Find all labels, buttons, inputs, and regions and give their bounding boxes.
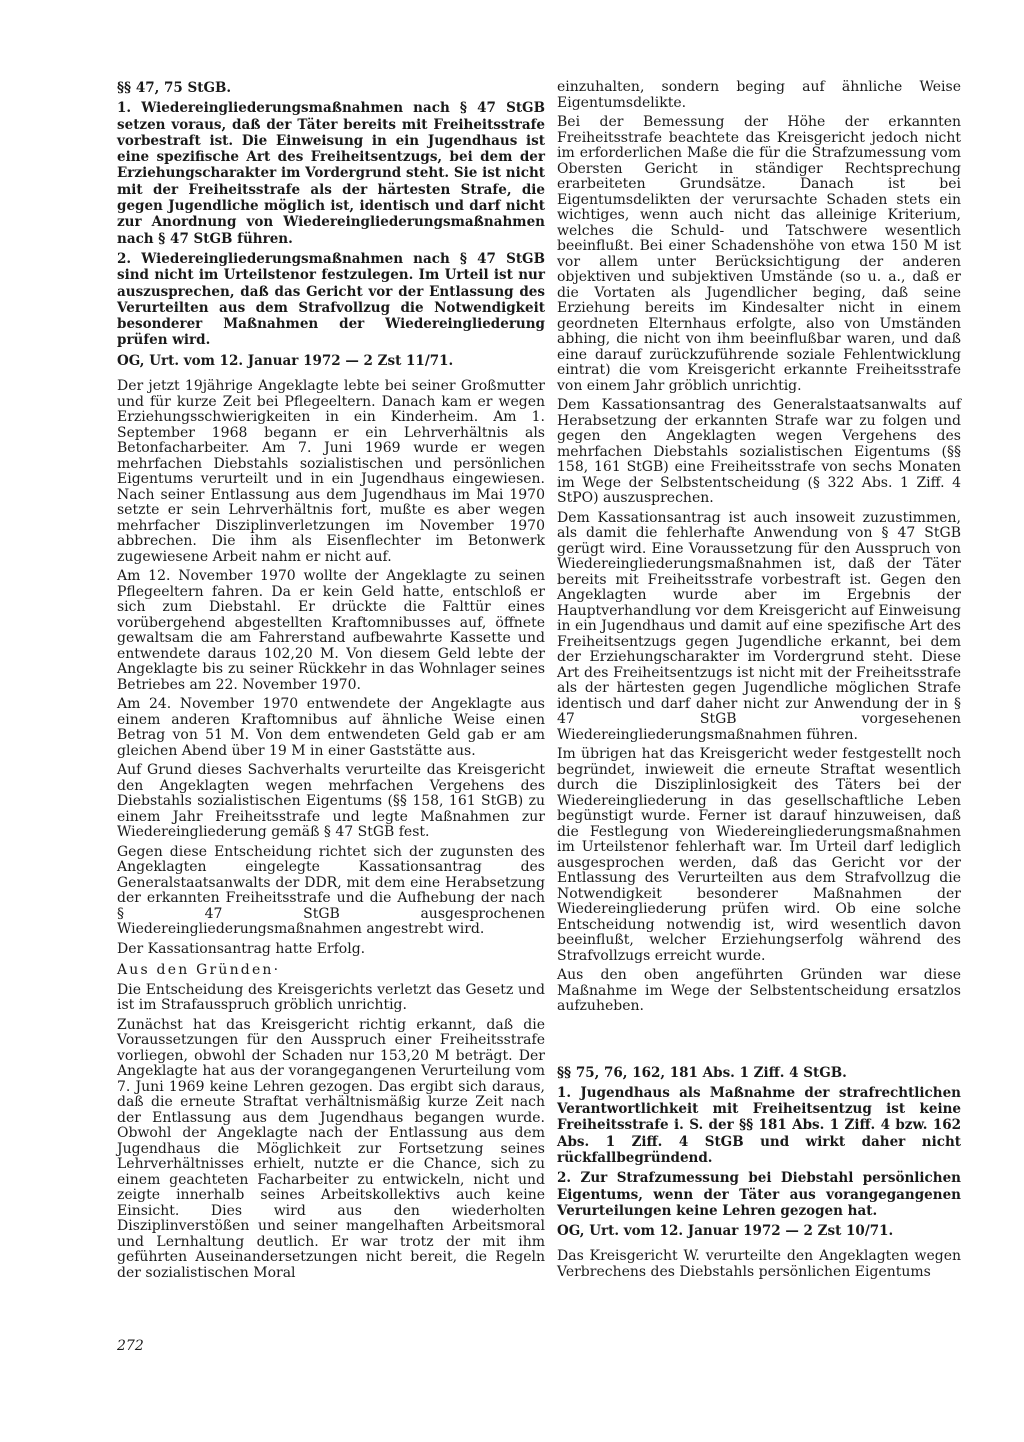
body-paragraph: einzuhalten, sondern beging auf ähnliche Weise Eigentumsdelikte. <box>557 79 961 111</box>
ruling-law-reference: §§ 47, 75 StGB. <box>117 80 232 96</box>
body-paragraph: Am 12. November 1970 wollte der Angeklagte zu seinen Pflegeeltern fahren. Da er kein Geld hatte, entschloß er sich zum Diebstahl. Er drückte die Falttür eines vorübergehend abgestellten Kraftomnibusses auf, öffnete gewaltsam die am Fahrerstand aufbewahrte Kassette und entwendete daraus 102,20 M. Von diesem Geld lebte der Angeklagte bis zu seiner Rückkehr in das Wohnlager seines Betriebes am 22. November 1970. <box>117 568 545 693</box>
page-number: 272 <box>117 1338 144 1354</box>
body-paragraph: Im übrigen hat das Kreisgericht weder festgestellt noch begründet, inwieweit die erneute Straftat wesentlich durch die Disziplinlosigkeit des Täters bei der Wiedereingliederung in das gesellschaftliche Leben begünstigt wurde. Ferner ist darauf hinzuweisen, daß die Festlegung von Wiedereingliederungsmaßnahmen im Urteilstenor fehlerhaft war. Im Urteil darf lediglich ausgesprochen werden, daß das Gericht vor der Entlassung des Verurteilten aus dem Strafvollzug die Notwendigkeit besonderer Maßnahmen der Wiedereingliederung prüfen wird. Ob eine solche Entscheidung notwendig ist, wird wesentlich davon beeinflußt, welcher Erziehungserfolg während des Strafvollzugs erreicht wurde. <box>557 746 961 964</box>
body-paragraph: Das Kreisgericht W. verurteilte den Angeklagten wegen Verbrechens des Diebstahls persönlichen Eigentums <box>557 1248 961 1280</box>
left-column <box>117 80 545 1285</box>
ruling-law-reference: §§ 75, 76, 162, 181 Abs. 1 Ziff. 4 StGB. <box>557 1064 847 1081</box>
body-paragraph: Aus den oben angeführten Gründen war diese Maßnahme im Wege der Selbstentscheidung ersatzlos aufzuheben. <box>557 967 961 1014</box>
body-paragraph: Der Kassationsantrag hatte Erfolg. <box>117 940 366 957</box>
ruling-point-2: 2. Wiedereingliederungsmaßnahmen nach § 47 StGB sind nicht im Urteilstenor festzulegen. Im Urteil ist nur auszusprechen, daß das Gericht vor der Entlassung des Verurteilten aus dem Strafvollzug die Notwendigkeit besonderer Maßnahmen der Wiedereingliederung prüfen wird. <box>117 250 545 349</box>
body-paragraph: Der jetzt 19jährige Angeklagte lebte bei seiner Großmutter und für kurze Zeit bei Pflegeeltern. Danach kam er wegen Erziehungsschwierigkeiten in ein Kinderheim. Am 1. September 1968 begann er ein Lehrverhältnis als Betonfacharbeiter. Am 7. Juni 1969 wurde er wegen mehrfachen Diebstahls sozialistischen und persönlichen Eigentums verurteilt und in ein Jugendhaus eingewiesen. Nach seiner Entlassung aus dem Jugendhaus im Mai 1970 setzte er sein Lehrverhältnis fort, mußte es aber wegen mehrfacher Disziplinverletzungen im November 1970 abbrechen. Die ihm als Eisenflechter im Betonwerk zugewiesene Arbeit nahm er nicht auf. <box>117 378 545 565</box>
body-paragraph: Am 24. November 1970 entwendete der Angeklagte aus einem anderen Kraftomnibus auf ähnliche Weise einen Betrag von 51 M. Von dem entwendeten Geld gab er am gleichen Abend über 19 M in einer Gaststätte aus. <box>117 696 545 759</box>
ruling-citation: OG, Urt. vom 12. Januar 1972 — 2 Zst 10/71. <box>557 1223 894 1240</box>
body-paragraph: Zunächst hat das Kreisgericht richtig erkannt, daß die Voraussetzungen für den Ausspruch einer Freiheitsstrafe vorliegen, obwohl der Schaden nur 153,20 M beträgt. Der Angeklagte hat aus der vorangegangenen Verurteilung vom 7. Juni 1969 keine Lehren gezogen. Das ergibt sich daraus, daß die erneute Straftat verhältnismäßig kurze Zeit nach der Entlassung aus dem Jugendhaus begangen wurde. Obwohl der Angeklagte nach der Entlassung aus dem Jugendhaus die Möglichkeit zur Fortsetzung seines Lehrverhältnisses erhielt, nutzte er die Chance, sich zu einem geachteten Facharbeiter zu entwickeln, nicht und zeigte innerhalb seines Arbeitskollektivs auch keine Einsicht. Dies wird aus den wiederholten Disziplinverstößen und seiner mangelhaften Arbeitsmoral und Lernhaltung deutlich. Er war trotz der mit ihm geführten Auseinandersetzungen nicht bereit, die Regeln der sozialistischen Moral <box>117 1016 545 1281</box>
reasons-heading: Aus den Gründen· <box>117 962 281 979</box>
body-paragraph: Dem Kassationsantrag ist auch insoweit zuzustimmen, als damit die fehlerhafte Anwendung von § 47 StGB gerügt wird. Eine Voraussetzung für den Ausspruch von Wiedereingliederungsmaßnahmen ist, daß der Täter bereits mit Freiheitsstrafe vorbestraft ist. Gegen den Angeklagten wurde aber im Ergebnis der Hauptverhandlung vor dem Kreisgericht auf Einweisung in ein Jugendhaus und damit auf eine spezifische Art des Freiheitsentzugs gegen Jugendliche erkannt, bei dem der Erziehungscharakter im Vordergrund steht. Diese Art des Freiheitsentzugs ist nicht mit der Freiheitsstrafe als der härtesten gegen Jugendliche möglichen Strafe identisch und darf daher nicht zur Anwendung der in § 47 StGB vorgesehenen Wiedereingliederungsmaßnahmen führen. <box>557 509 961 743</box>
body-paragraph: Gegen diese Entscheidung richtet sich der zugunsten des Angeklagten eingelegte Kassationsantrag des Generalstaatsanwalts der DDR, mit dem eine Herabsetzung der erkannten Freiheitsstrafe und die Aufhebung der nach § 47 StGB ausgesprochenen Wiedereingliederungsmaßnahmen angestrebt wird. <box>117 843 545 938</box>
body-paragraph: Bei der Bemessung der Höhe der erkannten Freiheitsstrafe beachtete das Kreisgericht jedoch nicht im erforderlichen Maße die für die Strafzumessung vom Obersten Gericht in ständiger Rechtsprechung erarbeiteten Grundsätze. Danach ist bei Eigentumsdelikten der verursachte Schaden stets ein wichtiges, wenn auch nicht das alleinige Kriterium, welches die Schuld- und Tatschwere wesentlich beeinflußt. Bei einer Schadenshöhe von etwa 150 M ist vor allem unter Berücksichtigung der anderen objektiven und subjektiven Umstände (so u. a., daß er die Vortaten als Jugendlicher beging, daß seine Erziehung bereits im Kindesalter nicht in einem geordneten Elternhaus erfolgte, also von Umständen abhing, die nicht von ihm beeinflußbar waren, und daß eine darauf zurückzuführende soziale Fehlentwicklung eintrat) die vom Kreisgericht erkannte Freiheitsstrafe von einem Jahr gröblich unrichtig. <box>557 114 961 394</box>
right-column <box>557 80 961 1284</box>
body-paragraph: Die Entscheidung des Kreisgerichts verletzt das Gesetz und ist im Strafausspruch gröblich unrichtig. <box>117 981 545 1014</box>
section-gap <box>557 1019 961 1065</box>
ruling-citation: OG, Urt. vom 12. Januar 1972 — 2 Zst 11/71. <box>117 352 454 369</box>
ruling-point-1: 1. Jugendhaus als Maßnahme der strafrechtlichen Verantwortlichkeit mit Freiheitsentzug ist keine Freiheitsstrafe i. S. der §§ 181 Abs. 1 Ziff. 4 bzw. 162 Abs. 1 Ziff. 4 StGB und wirkt daher nicht rückfallbegründend. <box>557 1084 961 1166</box>
ruling-point-2: 2. Zur Strafzumessung bei Diebstahl persönlichen Eigentums, wenn der Täter aus vorangegangenen Verurteilungen keine Lehren gezogen hat. <box>557 1170 961 1219</box>
body-paragraph: Dem Kassationsantrag des Generalstaatsanwalts auf Herabsetzung der erkannten Strafe war zu folgen und gegen den Angeklagten wegen Vergehens des mehrfachen Diebstahls sozialistischen Eigentums (§§ 158, 161 StGB) eine Freiheitsstrafe von sechs Monaten im Wege der Selbstentscheidung (§ 322 Abs. 1 Ziff. 4 StPO) auszusprechen. <box>557 397 961 506</box>
ruling-point-1: 1. Wiedereingliederungsmaßnahmen nach § 47 StGB setzen voraus, daß der Täter bereits mit Freiheitsstrafe vorbestraft ist. Die Einweisung in ein Jugendhaus ist eine spezifische Art des Freiheitsentzugs, bei dem der Erziehungscharakter im Vordergrund steht. Sie ist nicht mit der Freiheitsstrafe als der härtesten Strafe, die gegen Jugendliche möglich ist, identisch und darf nicht zur Anordnung von Wiedereingliederungsmaßnahmen nach § 47 StGB führen. <box>117 100 545 247</box>
body-paragraph: Auf Grund dieses Sachverhalts verurteilte das Kreisgericht den Angeklagten wegen mehrfachen Vergehens des Diebstahls sozialistischen Eigentums (§§ 158, 161 StGB) zu einem Jahr Freiheitsstrafe und legte Maßnahmen zur Wiedereingliederung gemäß § 47 StGB fest. <box>117 762 545 841</box>
